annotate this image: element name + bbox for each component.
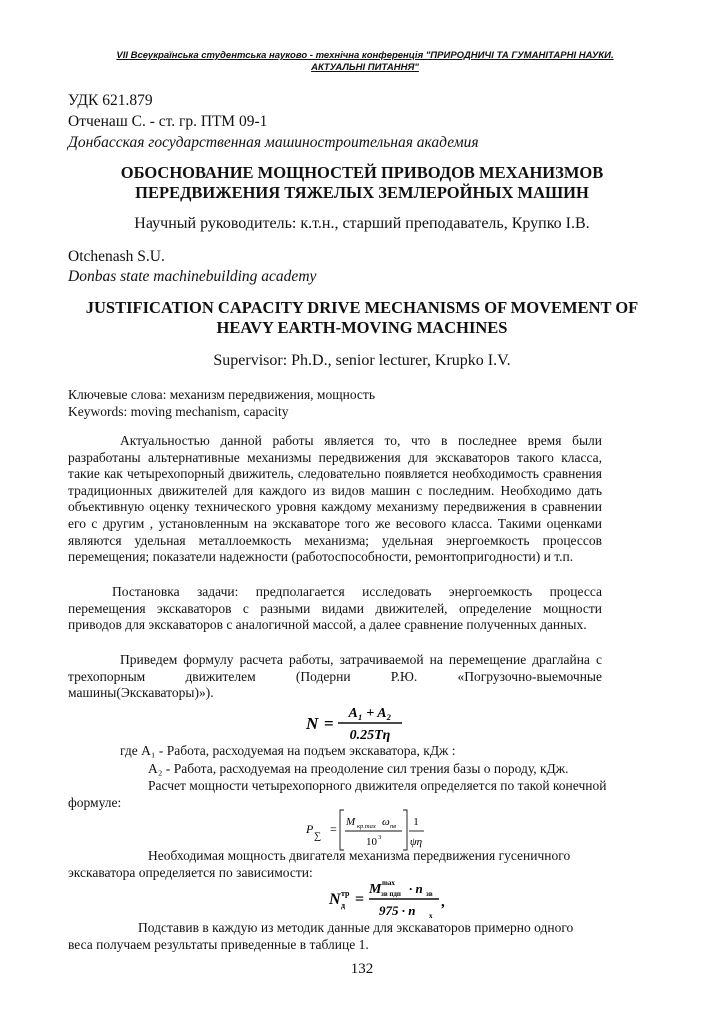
formula3-m: M: [369, 882, 382, 897]
formula2-omega: ω: [382, 816, 390, 828]
formula3-lhs-sub: д: [341, 901, 346, 910]
formula3-tail: ,: [441, 894, 445, 910]
formula3-m-sup: max: [382, 879, 395, 887]
paragraph-relevance: Актуальностью данной работы является то, что в последнее время были разработаны альтернативные механизмы передвижения для экскаваторов такого класса, такие как четырехопорный движитель, следовательно появляется необходимость сравнения традиционных движителей для каждого из видов машин с последним. Необходимо дать объективную оценку технического уровня каждому механизму передвижения в сравнении его с другим , установленным на экскаваторе того же весового класса. Такими оценками являются удельная металлоемкость механизма; удельная энергоемкость процессов перемещения; показатели надежности (работоспособности, ремонтопригодности) и т.п.: [68, 433, 602, 565]
author-ru: Отченаш С. - ст. гр. ПТМ 09-1: [68, 113, 268, 130]
keywords-en: Keywords: moving mechanism, capacity: [68, 404, 289, 419]
formula2-lhs-sub: ∑: [314, 831, 322, 842]
author-en: Otchenash S.U.: [68, 248, 165, 265]
formula3-m-sub: зв пдп: [381, 890, 401, 898]
formula2-eq: =: [330, 822, 337, 836]
formula3-eq: =: [355, 891, 365, 908]
formula2-lhs: P: [306, 822, 314, 836]
formula-work: [300, 700, 410, 744]
paragraph-problem: Постановка задачи: предполагается исследовать энергоемкость процесса перемещения экскаваторов с разными видами движителей, определение мощности приводов для экскаваторов с аналогичной массой, а далее сравнение полученных данных.: [68, 584, 602, 633]
affiliation-en: Donbas state machinebuilding academy: [68, 268, 317, 285]
formula-work-eq: =: [324, 714, 334, 733]
calc-text-line2: формуле:: [68, 795, 122, 810]
formula2-omega-sub: пв: [390, 823, 397, 830]
formula3-n: · n: [409, 881, 423, 896]
calc-text-line1: Расчет мощности четырехопорного движителя определяется по такой конечной: [148, 778, 607, 793]
where-a1: где А₁ - Работа, расходуемая на подъем экскаватора, кДж :: [120, 743, 456, 758]
need-text-line1: Необходимая мощность двигателя механизма передвижения гусеничного: [148, 848, 571, 863]
formula-work-lhs: N: [306, 714, 319, 733]
formula2-m: M: [346, 816, 356, 828]
formula2-den2: ψη: [409, 836, 423, 848]
supervisor-en: Supervisor: Ph.D., senior lecturer, Krupko I.V.: [213, 352, 511, 369]
conference-header: VII Всеукраїнська студентська науково - технічна конференція "ПРИРОДНИЧІ ТА ГУМАНІТАРНІ НАУКИ. АКТУАЛЬНІ ПИТАННЯ": [116, 50, 614, 73]
keywords-ru: Ключевые слова: механизм передвижения, мощность: [68, 387, 375, 402]
where-a2: А₂ - Работа, расходуемая на преодоление сил трения базы о породу, кДж.: [148, 761, 569, 776]
formula-work-numerator: A₁ + A₂: [348, 706, 392, 721]
final-text-line2: веса получаем результаты приведенные в таблице 1.: [68, 937, 369, 952]
need-text-line2: экскаватора определяется по зависимости:: [68, 865, 313, 880]
paragraph-formula-intro: Приведем формулу расчета работы, затрачиваемой на перемещение драглайна с трехопорным движителем (Подерни Р.Ю. «Погрузочно-выемочные машины(Экскаваторы)»).: [68, 652, 602, 701]
formula-work-denominator: 0.25Tη: [349, 728, 391, 743]
title-ru: ОБОСНОВАНИЕ МОЩНОСТЕЙ ПРИВОДОВ МЕХАНИЗМОВ ПЕРЕДВИЖЕНИЯ ТЯЖЕЛЫХ ЗЕМЛЕРОЙНЫХ МАШИН: [120, 163, 604, 202]
formula2-den: 10: [366, 836, 377, 848]
page-number: 132: [350, 961, 374, 977]
supervisor-ru: Научный руководитель: к.т.н., старший преподаватель, Крупко І.В.: [134, 215, 590, 232]
formula-crawler-power: [325, 876, 455, 920]
affiliation-ru: Донбасская государственная машиностроительная академия: [68, 134, 479, 151]
formula3-den-sub: x: [429, 912, 433, 920]
formula2-num2: 1: [413, 816, 419, 828]
formula3-n-sub: зв: [426, 890, 433, 898]
formula2-m-sub: кр.max: [357, 823, 376, 830]
udk: УДК 621.879: [68, 92, 153, 109]
final-text-line1: Подставив в каждую из методик данные для экскаваторов примерно одного: [138, 920, 574, 935]
formula3-lhs: N: [329, 891, 341, 908]
formula3-lhs-sup: тр: [341, 889, 350, 898]
formula3-den: 975 · n: [379, 903, 416, 918]
title-en: JUSTIFICATION CAPACITY DRIVE MECHANISMS OF MOVEMENT OF HEAVY EARTH-MOVING MACHINES: [85, 298, 639, 337]
formula2-den-sup: 3: [378, 834, 382, 841]
